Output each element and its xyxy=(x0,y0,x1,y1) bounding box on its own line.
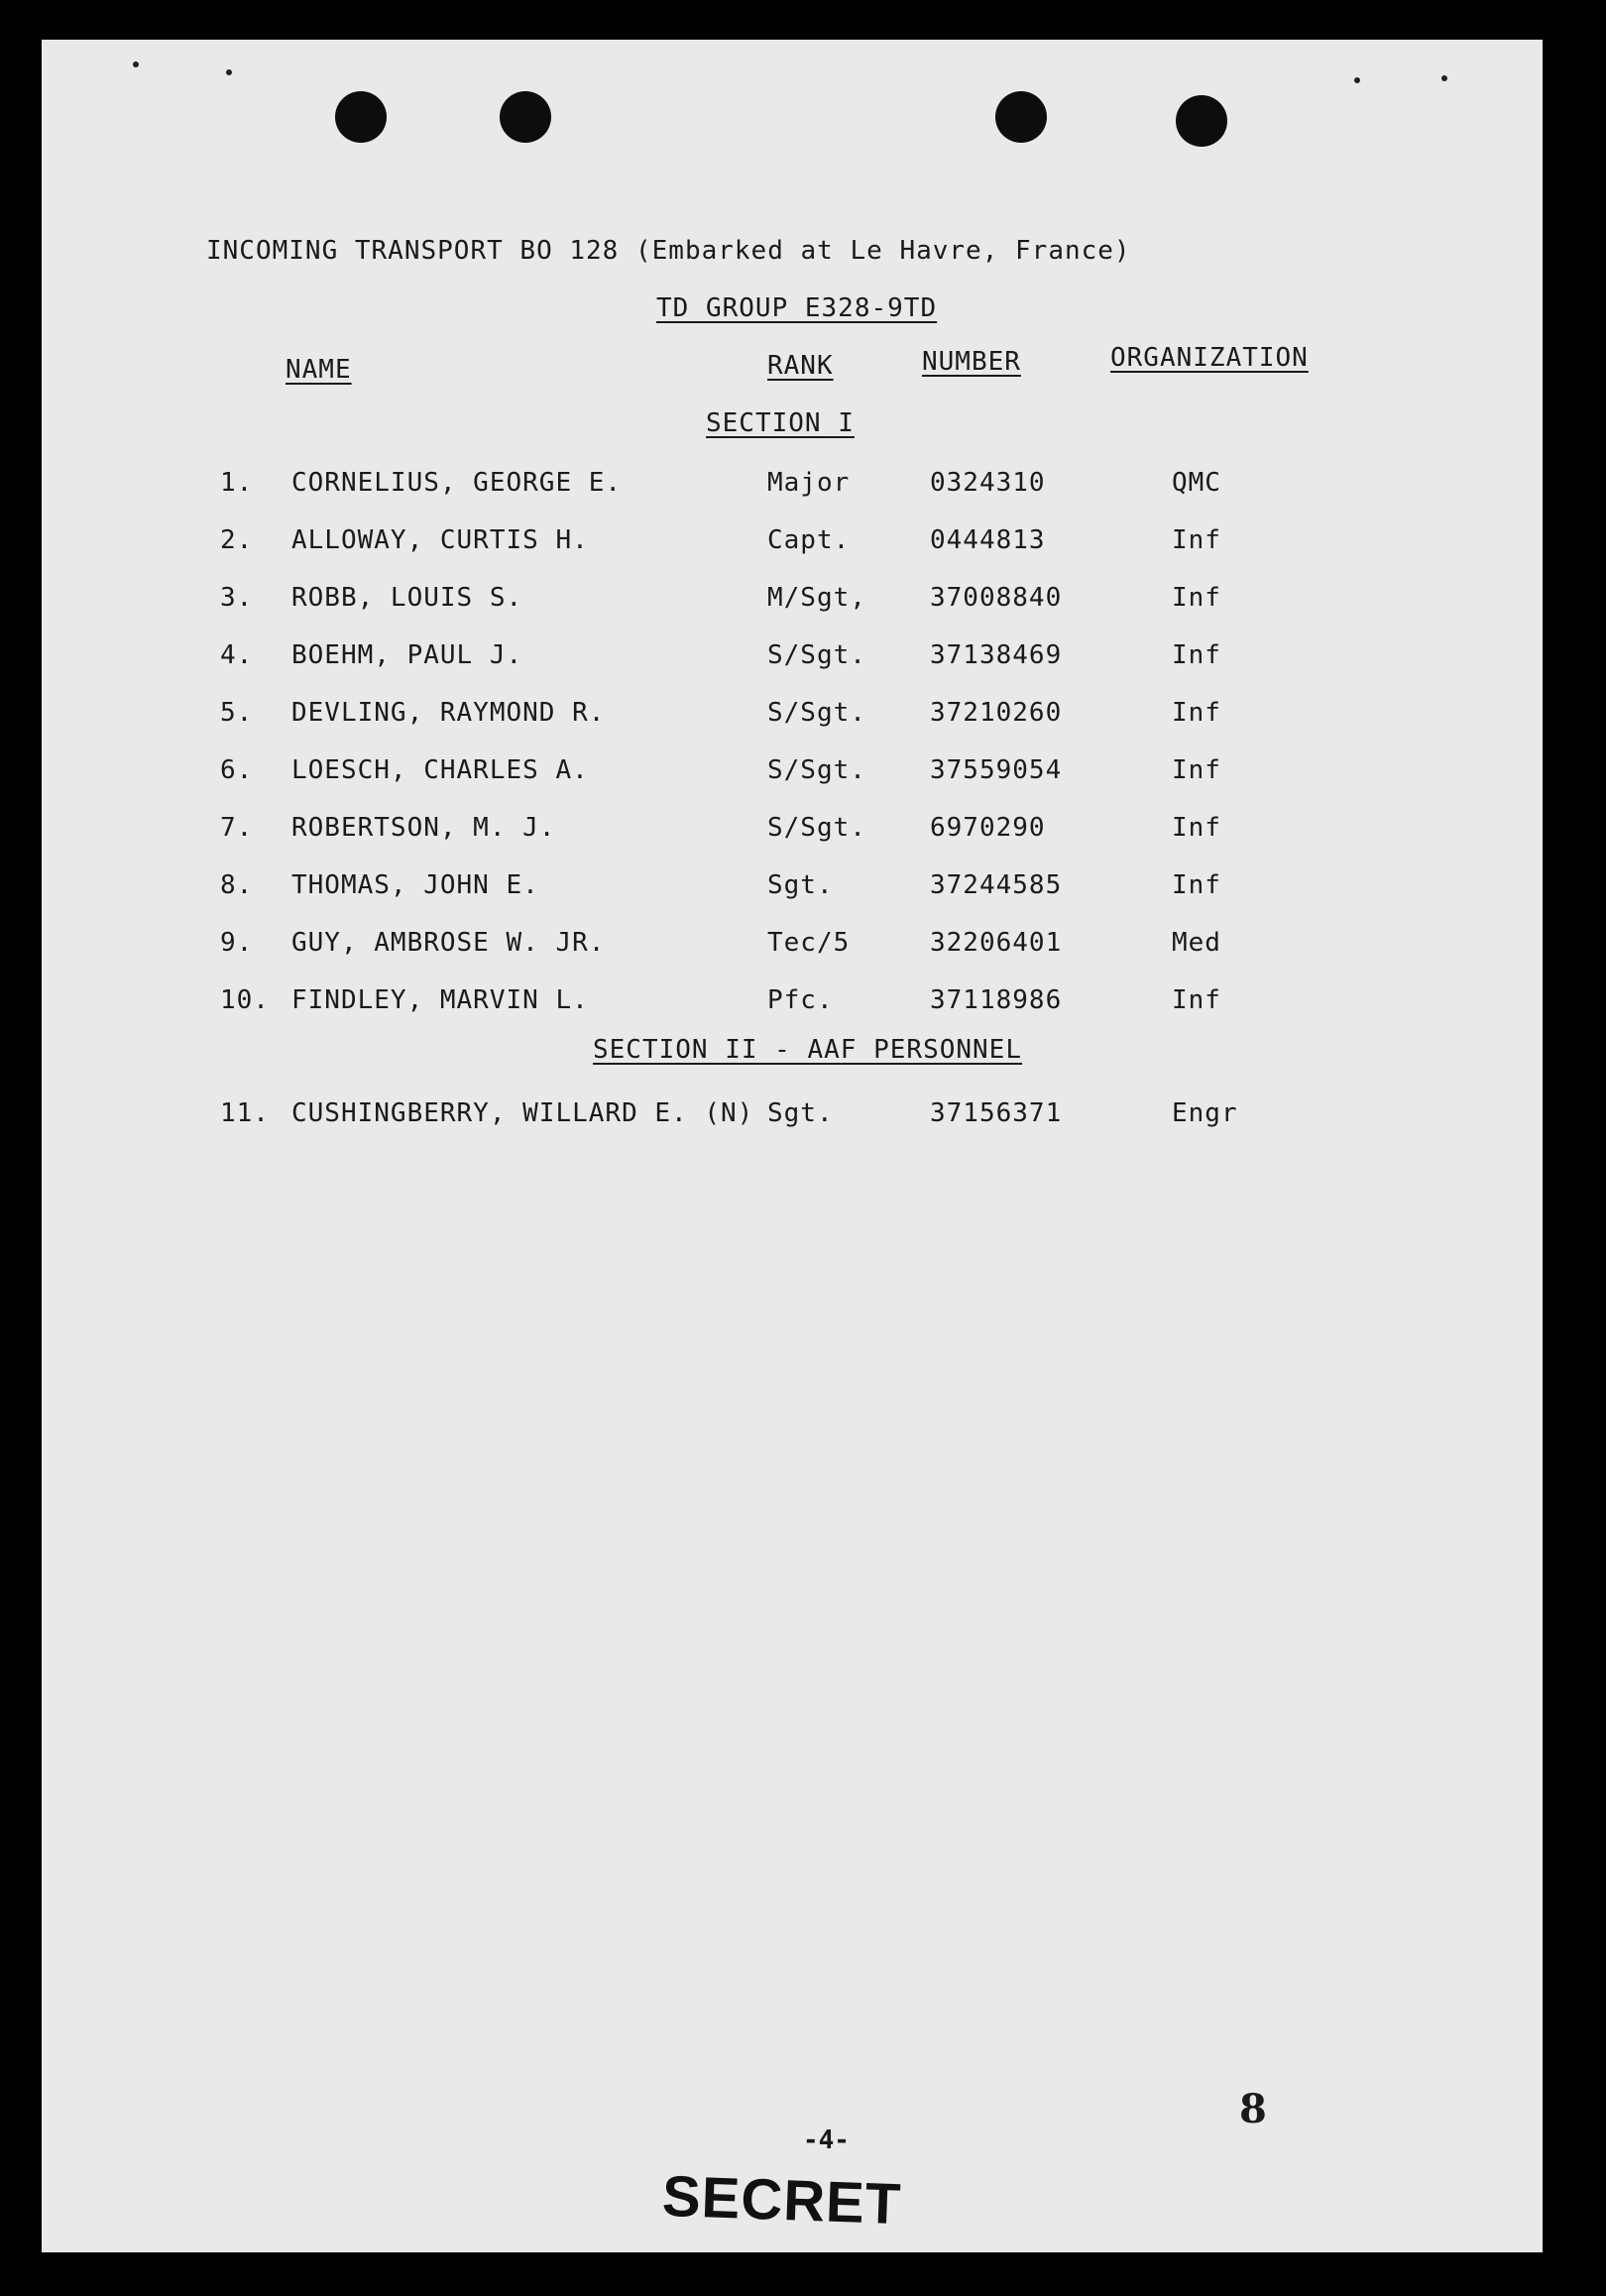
row-rank: Capt. xyxy=(767,525,851,555)
punch-hole xyxy=(500,91,551,143)
speck xyxy=(1354,77,1360,83)
row-index: 10. xyxy=(220,985,270,1015)
row-number: 37210260 xyxy=(930,698,1063,728)
row-rank: S/Sgt. xyxy=(767,640,866,670)
page-dash-number: -4- xyxy=(803,2125,850,2155)
row-index: 1. xyxy=(220,468,254,498)
row-index: 9. xyxy=(220,928,254,958)
section-two-title: SECTION II - AAF PERSONNEL xyxy=(593,1035,1022,1065)
row-name: CORNELIUS, GEORGE E. xyxy=(291,468,623,498)
row-number: 37008840 xyxy=(930,583,1063,613)
speck xyxy=(133,61,139,67)
row-number: 6970290 xyxy=(930,813,1046,843)
row-name: CUSHINGBERRY, WILLARD E. (N) xyxy=(291,1098,754,1128)
row-name: ROBB, LOUIS S. xyxy=(291,583,523,613)
column-number: NUMBER xyxy=(922,347,1021,377)
table-row xyxy=(220,813,1311,847)
row-index: 5. xyxy=(220,698,254,728)
row-number: 37244585 xyxy=(930,870,1063,900)
column-name: NAME xyxy=(286,355,352,385)
table-row xyxy=(220,698,1311,732)
table-row xyxy=(220,640,1311,674)
row-organization: Inf xyxy=(1172,583,1221,613)
row-organization: Inf xyxy=(1172,640,1221,670)
row-name: BOEHM, PAUL J. xyxy=(291,640,523,670)
row-rank: M/Sgt, xyxy=(767,583,866,613)
row-index: 11. xyxy=(220,1098,270,1128)
table-row xyxy=(220,583,1311,617)
page-number: 8 xyxy=(1239,2086,1267,2132)
row-name: ALLOWAY, CURTIS H. xyxy=(291,525,589,555)
row-index: 6. xyxy=(220,755,254,785)
table-row xyxy=(220,755,1311,789)
row-name: GUY, AMBROSE W. JR. xyxy=(291,928,606,958)
row-rank: Sgt. xyxy=(767,870,834,900)
classification-stamp: SECRET xyxy=(660,2163,903,2238)
table-row xyxy=(220,870,1311,904)
row-organization: Inf xyxy=(1172,698,1221,728)
row-index: 3. xyxy=(220,583,254,613)
row-number: 0324310 xyxy=(930,468,1046,498)
section-one-title: SECTION I xyxy=(706,408,855,438)
table-row xyxy=(220,525,1311,559)
row-rank: Sgt. xyxy=(767,1098,834,1128)
row-rank: Tec/5 xyxy=(767,928,851,958)
row-number: 37118986 xyxy=(930,985,1063,1015)
punch-hole xyxy=(995,91,1047,143)
row-number: 37559054 xyxy=(930,755,1063,785)
speck xyxy=(226,69,232,75)
row-name: DEVLING, RAYMOND R. xyxy=(291,698,606,728)
group-title: TD GROUP E328-9TD xyxy=(656,293,938,323)
row-organization: Inf xyxy=(1172,525,1221,555)
document-heading: INCOMING TRANSPORT BO 128 (Embarked at Le Havre, France) xyxy=(206,236,1131,266)
punch-hole xyxy=(335,91,387,143)
table-row xyxy=(220,468,1311,502)
row-number: 0444813 xyxy=(930,525,1046,555)
row-name: FINDLEY, MARVIN L. xyxy=(291,985,589,1015)
column-rank: RANK xyxy=(767,351,834,381)
table-row xyxy=(220,1098,1311,1132)
punch-hole xyxy=(1176,95,1227,147)
row-organization: Inf xyxy=(1172,755,1221,785)
column-organization: ORGANIZATION xyxy=(1110,343,1309,373)
row-index: 8. xyxy=(220,870,254,900)
row-organization: Engr xyxy=(1172,1098,1238,1128)
row-name: LOESCH, CHARLES A. xyxy=(291,755,589,785)
row-organization: Inf xyxy=(1172,813,1221,843)
row-rank: S/Sgt. xyxy=(767,698,866,728)
row-number: 37138469 xyxy=(930,640,1063,670)
row-index: 2. xyxy=(220,525,254,555)
row-organization: QMC xyxy=(1172,468,1221,498)
row-organization: Inf xyxy=(1172,985,1221,1015)
table-row xyxy=(220,985,1311,1019)
row-rank: S/Sgt. xyxy=(767,813,866,843)
row-organization: Inf xyxy=(1172,870,1221,900)
row-rank: Pfc. xyxy=(767,985,834,1015)
row-rank: Major xyxy=(767,468,851,498)
row-number: 37156371 xyxy=(930,1098,1063,1128)
speck xyxy=(1441,75,1447,81)
row-name: ROBERTSON, M. J. xyxy=(291,813,556,843)
row-index: 4. xyxy=(220,640,254,670)
row-organization: Med xyxy=(1172,928,1221,958)
row-name: THOMAS, JOHN E. xyxy=(291,870,539,900)
table-row xyxy=(220,928,1311,962)
row-number: 32206401 xyxy=(930,928,1063,958)
row-rank: S/Sgt. xyxy=(767,755,866,785)
row-index: 7. xyxy=(220,813,254,843)
